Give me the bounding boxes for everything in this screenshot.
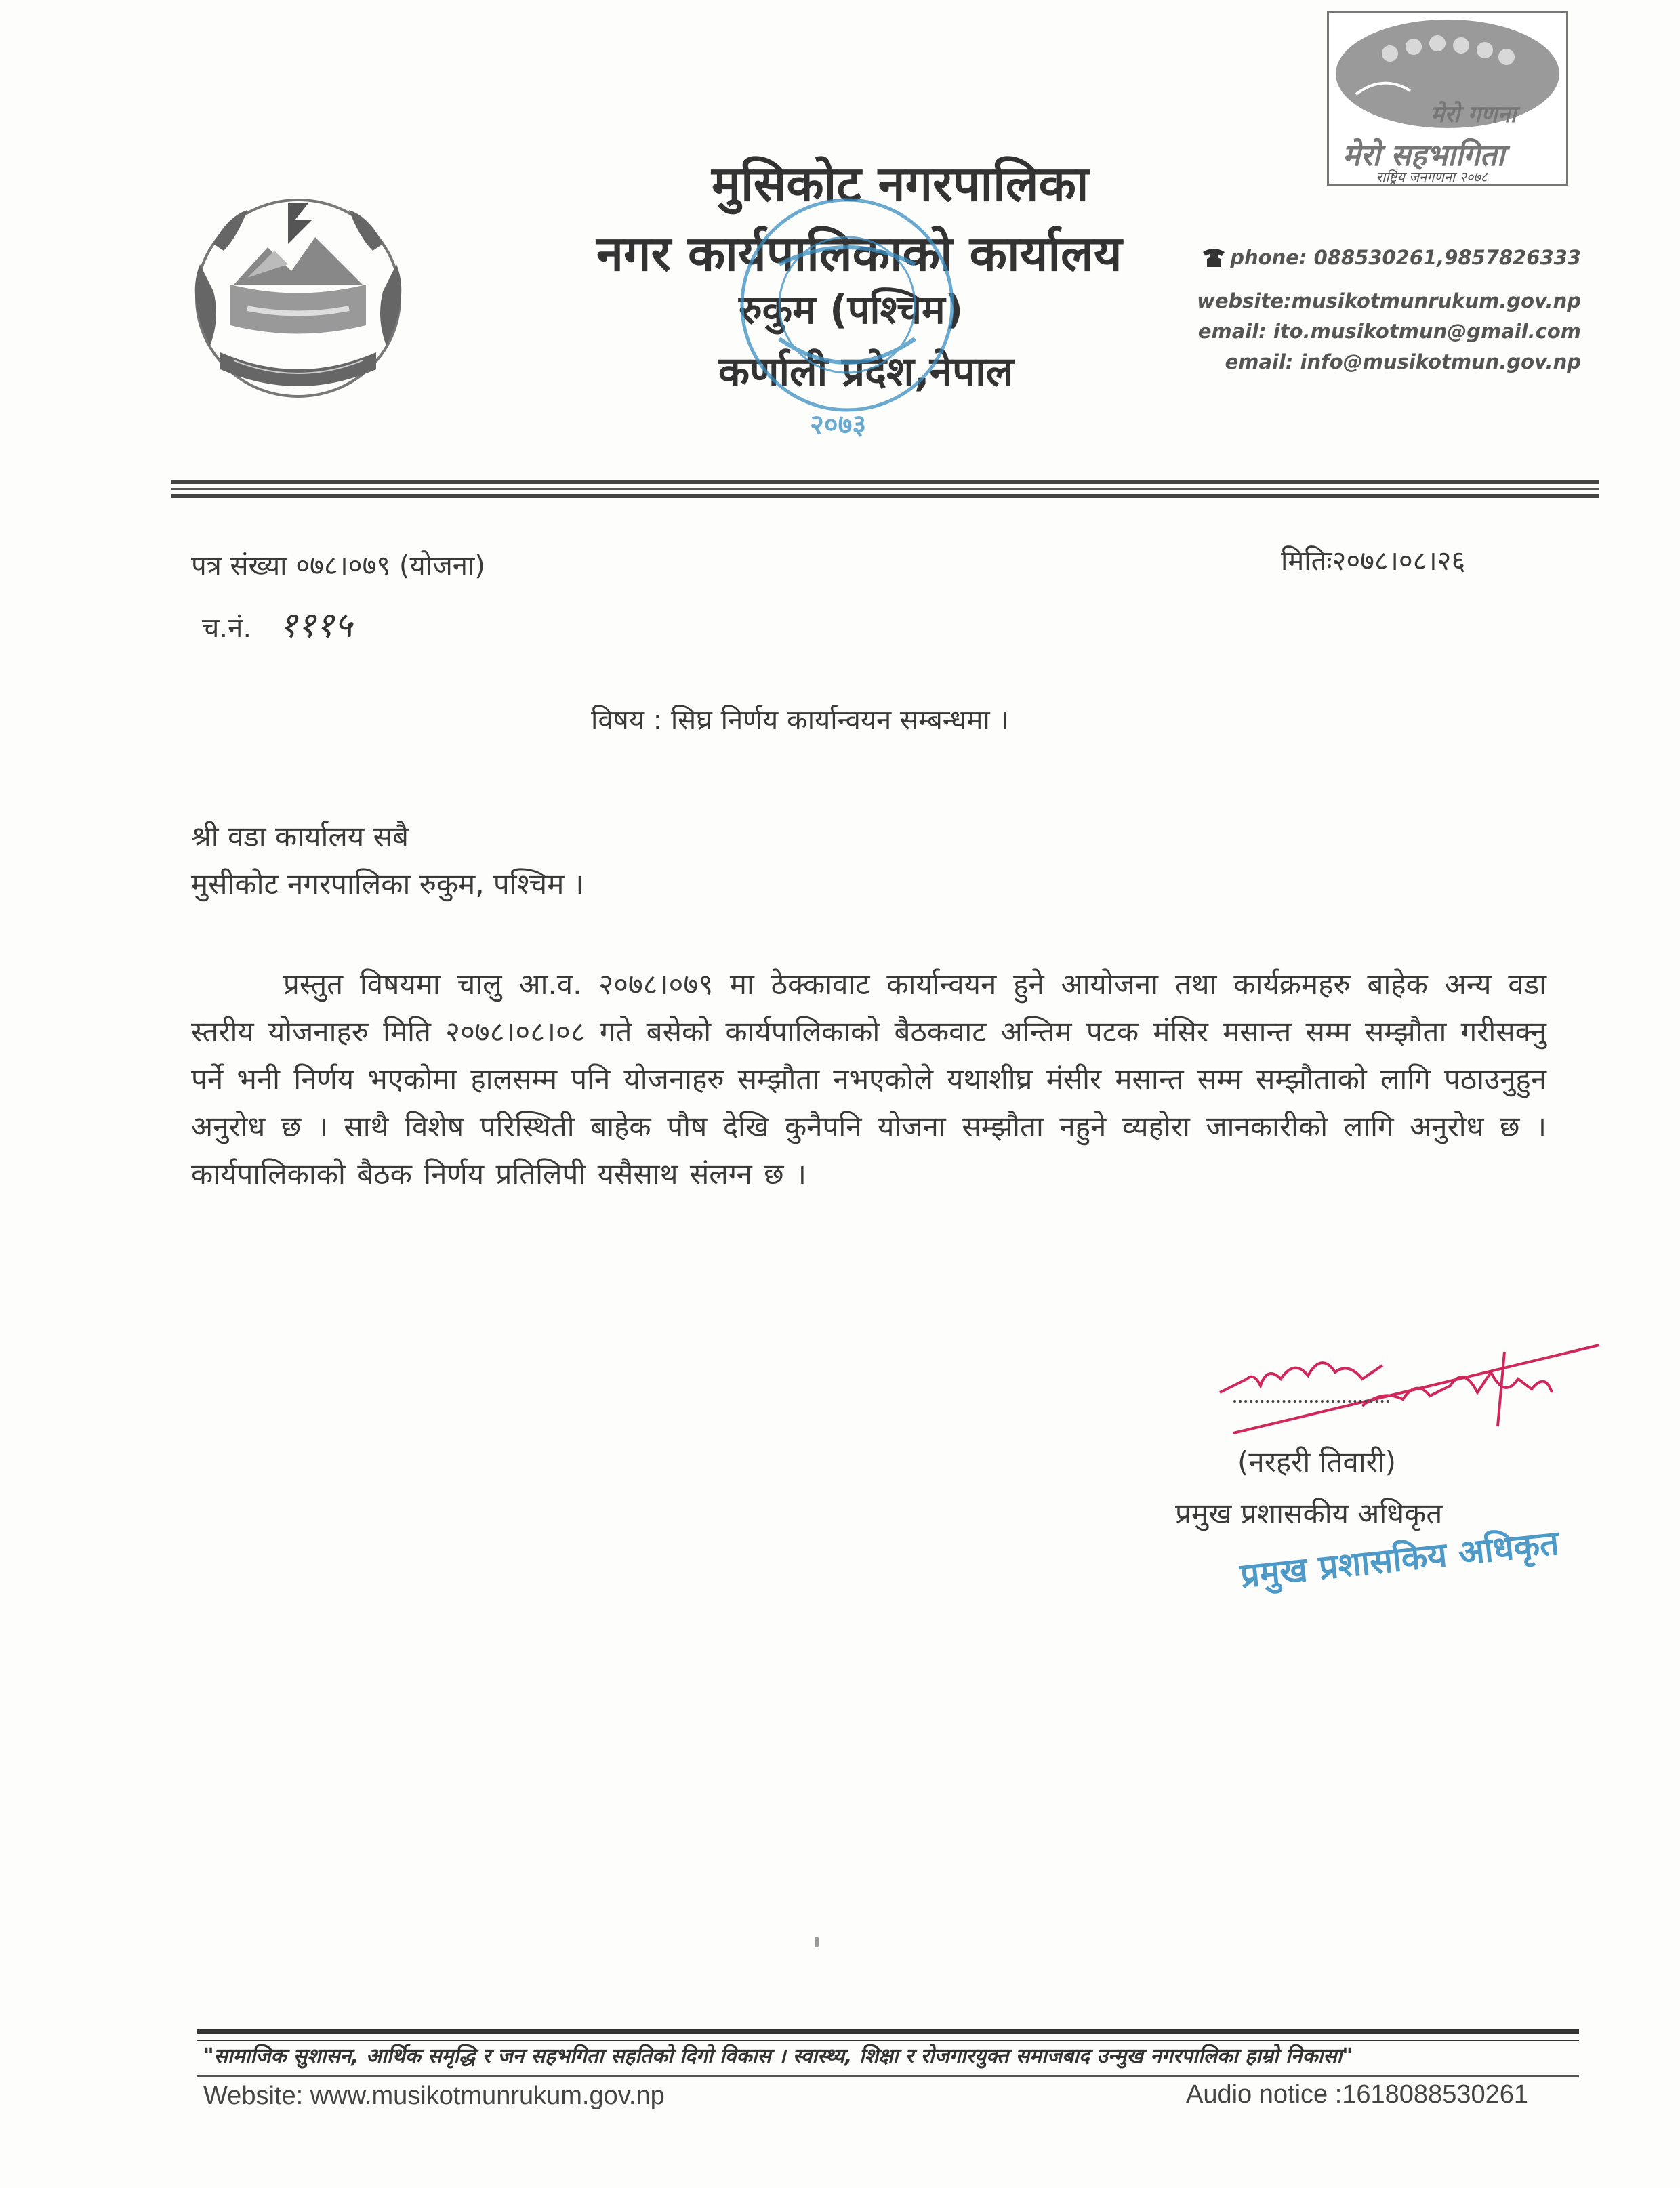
footer-motto: "सामाजिक सुशासन, आर्थिक समृद्धि र जन सहभगिता सहतिको दिगो विकास । स्वास्थ्य, शिक्षा र रोजगारयुक्त समाजबाद उन्मुख नगरपालिका हाम्रो निकासा" <box>203 2044 1353 2068</box>
footer-divider-bottom <box>197 2075 1579 2077</box>
nepal-emblem-logo <box>173 183 424 413</box>
letter-reference-number: पत्र संख्या ०७८।०७९ (योजना) <box>191 550 485 581</box>
scan-mark <box>815 1937 819 1947</box>
municipality-name: मुसिकोट नगरपालिका <box>712 155 1089 212</box>
census-slogan-line1: मेरो गणना <box>1431 101 1517 128</box>
letter-date: मितिः२०७८।०८।२६ <box>1281 545 1466 577</box>
email-contact-1: email: ito.musikotmun@gmail.com <box>1197 320 1581 343</box>
dispatch-number-label: च.नं. <box>202 613 252 644</box>
recipient-line-1: श्री वडा कार्यालय सबै <box>191 820 409 853</box>
email-contact-2: email: info@musikotmun.gov.np <box>1225 350 1581 373</box>
signer-name: (नरहरी तिवारी) <box>1237 1445 1397 1479</box>
province-name: कर्णाली प्रदेश,नेपाल <box>718 348 1014 396</box>
footer-divider-top <box>197 2029 1579 2034</box>
designation-stamp: प्रमुख प्रशासकिय अधिकृत <box>1238 1523 1561 1596</box>
letter-body-paragraph: प्रस्तुत विषयमा चालु आ.व. २०७८।०७९ मा ठेक्कावाट कार्यान्वयन हुने आयोजना तथा कार्यक्रमहरु बाहेक अन्य वडा स्तरीय योजनाहरु मिति २०७८।०८।०८ गते बसेको कार्यपालिकाको बैठकवाट अन्तिम पटक मंसिर मसान्त सम्म सम्झौता गरीसक्नु पर्ने भनी निर्णय भएकोमा हालसम्म पनि योजनाहरु सम्झौता नभएकोले यथाशीघ्र मंसीर मसान्त सम्म सम्झौताको लागि पठाउनुहुन अनुरोध छ । साथै विशेष परिस्थिती बाहेक पौष देखि कुनैपनि योजना सम्झौता नहुने व्यहोरा जानकारीको लागि अनुरोध छ । कार्यपालिकाको बैठक निर्णय प्रतिलिपी यसैसाथ संलग्न छ । <box>191 968 1546 1191</box>
census-logo <box>1327 11 1568 186</box>
seal-year: २०७३ <box>810 409 867 440</box>
dispatch-number-handwritten: १११५ <box>279 605 352 646</box>
footer-audio-notice: Audio notice :1618088530261 <box>1186 2080 1529 2109</box>
signer-title: प्रमुख प्रशासकीय अधिकृत <box>1175 1497 1443 1530</box>
dispatch-number-row <box>202 600 352 648</box>
website-contact: website:musikotmunrukum.gov.np <box>1197 289 1581 312</box>
letter-subject: विषय : सिघ्र निर्णय कार्यान्वयन सम्बन्धमा । <box>591 705 1009 736</box>
office-name: नगर कार्यपालिकाको कार्यालय <box>596 225 1122 282</box>
header-divider <box>171 480 1599 498</box>
district-name: रुकुम (पश्चिम) <box>739 287 964 333</box>
signature-dotted-line <box>1233 1400 1389 1403</box>
census-slogan-line2: मेरो सहभागिता <box>1343 138 1505 173</box>
phone-text: phone: 088530261,9857826333 <box>1230 246 1581 269</box>
census-slogan-line3: राष्ट्रिय जनगणना २०७८ <box>1376 169 1488 185</box>
phone-icon <box>1200 245 1227 268</box>
footer-website: Website: www.musikotmunrukum.gov.np <box>203 2082 665 2110</box>
phone-contact <box>1200 245 1581 269</box>
office-seal-stamp <box>698 169 996 468</box>
handwritten-signature <box>1206 1325 1613 1440</box>
recipient-line-2: मुसीकोट नगरपालिका रुकुम, पश्चिम । <box>191 867 584 901</box>
